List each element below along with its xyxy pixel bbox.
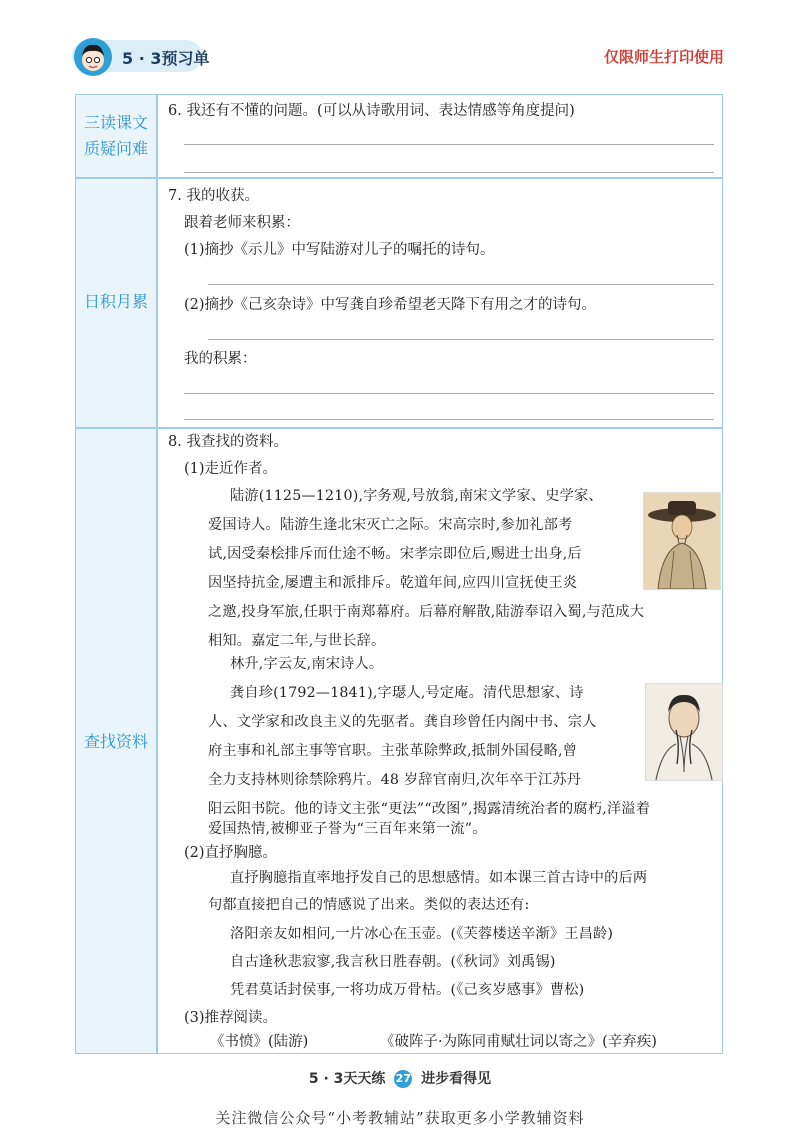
- question-8: 8. 我查找的资料。: [168, 434, 288, 450]
- question-7-item-2: (2)摘抄《己亥杂诗》中写龚自珍希望老天降下有用之才的诗句。: [184, 297, 597, 313]
- example-line: 洛阳亲友如相问,一片冰心在玉壶。(《芙蓉楼送辛渐》王昌龄): [230, 926, 614, 942]
- row-divider: [75, 427, 723, 429]
- footer-series: 5 · 3天天练: [308, 1071, 386, 1087]
- luyou-portrait: [643, 492, 721, 590]
- question-6: 6. 我还有不懂的问题。(可以从诗歌用词、表达情感等角度提问): [168, 103, 575, 119]
- badge-label: 5 · 3预习单: [122, 49, 210, 68]
- recommended-reading: 《破阵子·为陈同甫赋壮词以寄之》(辛弃疾): [380, 1034, 657, 1050]
- answer-line: [184, 172, 714, 173]
- luyou-bio-line: 陆游(1125—1210),字务观,号放翁,南宋文学家、史学家、: [230, 488, 603, 504]
- gong-bio-line: 人、文学家和改良主义的先驱者。龚自珍曾任内阁中书、宗人: [208, 714, 597, 730]
- recommended-reading: 《书愤》(陆游): [210, 1034, 309, 1050]
- direct-line: 直抒胸臆指直率地抒发自己的思想感情。如本课三首古诗中的后两: [230, 870, 648, 886]
- luyou-bio-line: 之邀,投身军旅,任职于南郑幕府。后幕府解散,陆游奉诏入蜀,与范成大: [208, 604, 645, 620]
- answer-line: [184, 419, 714, 420]
- footer-slogan: 进步看得见: [421, 1071, 492, 1087]
- section-label-accumulate: 日积月累: [83, 292, 148, 311]
- row-divider: [75, 177, 723, 179]
- luyou-bio-line: 试,因受秦桧排斥而仕途不畅。宋孝宗即位后,赐进士出身,后: [208, 546, 582, 562]
- subheading-direct: (2)直抒胸臆。: [184, 845, 278, 861]
- answer-line: [184, 393, 714, 394]
- question-7: 7. 我的收获。: [168, 188, 259, 204]
- column-divider: [156, 94, 158, 1054]
- luyou-bio-line: 爱国诗人。陆游生逢北宋灭亡之际。宋高宗时,参加礼部考: [208, 517, 573, 533]
- example-line: 凭君莫话封侯事,一将功成万骨枯。(《己亥岁感事》曹松): [230, 982, 585, 998]
- page-number: 27: [394, 1070, 412, 1088]
- my-accumulation: 我的积累：: [184, 351, 257, 367]
- gong-bio-line: 爱国热情,被柳亚子誉为“三百年来第一流”。: [208, 821, 487, 837]
- gong-bio-line: 阳云阳书院。他的诗文主张“更法”“改图”,揭露清统治者的腐朽,洋溢着: [208, 801, 651, 817]
- luyou-bio-line: 相知。嘉定二年,与世长辞。: [208, 633, 386, 649]
- gong-bio-line: 全力支持林则徐禁除鸦片。48 岁辞官南归,次年卒于江苏丹: [208, 772, 582, 788]
- print-note: 仅限师生打印使用: [603, 48, 724, 66]
- section-label-research: 查找资料: [83, 732, 148, 751]
- linsheng-bio: 林升,字云友,南宋诗人。: [230, 656, 384, 672]
- subheading-reading: (3)推荐阅读。: [184, 1010, 278, 1026]
- gong-portrait: [645, 683, 723, 781]
- bottom-note: 关注微信公众号“小考教辅站”获取更多小学教辅资料: [215, 1109, 585, 1127]
- page-footer: [0, 1068, 800, 1088]
- luyou-bio-line: 因坚持抗金,屡遭主和派排斥。乾道年间,应四川宣抚使王炎: [208, 575, 578, 591]
- direct-line: 句都直接把自己的情感说了出来。类似的表达还有:: [208, 897, 530, 913]
- example-line: 自古逢秋悲寂寥,我言秋日胜春朝。(《秋词》刘禹锡): [230, 954, 556, 970]
- gong-bio-line: 龚自珍(1792—1841),字璱人,号定庵。清代思想家、诗: [230, 685, 584, 701]
- answer-line: [184, 144, 714, 145]
- subheading-authors: (1)走近作者。: [184, 461, 278, 477]
- answer-line: [208, 284, 714, 285]
- mascot-avatar: [74, 38, 112, 76]
- question-7-item-1: (1)摘抄《示儿》中写陆游对儿子的嘱托的诗句。: [184, 242, 495, 258]
- section-label-questions: 三读课文 质疑问难: [83, 113, 148, 158]
- accumulate-lead: 跟着老师来积累：: [184, 215, 300, 231]
- gong-bio-line: 府主事和礼部主事等官职。主张革除弊政,抵制外国侵略,曾: [208, 743, 578, 759]
- answer-line: [208, 339, 714, 340]
